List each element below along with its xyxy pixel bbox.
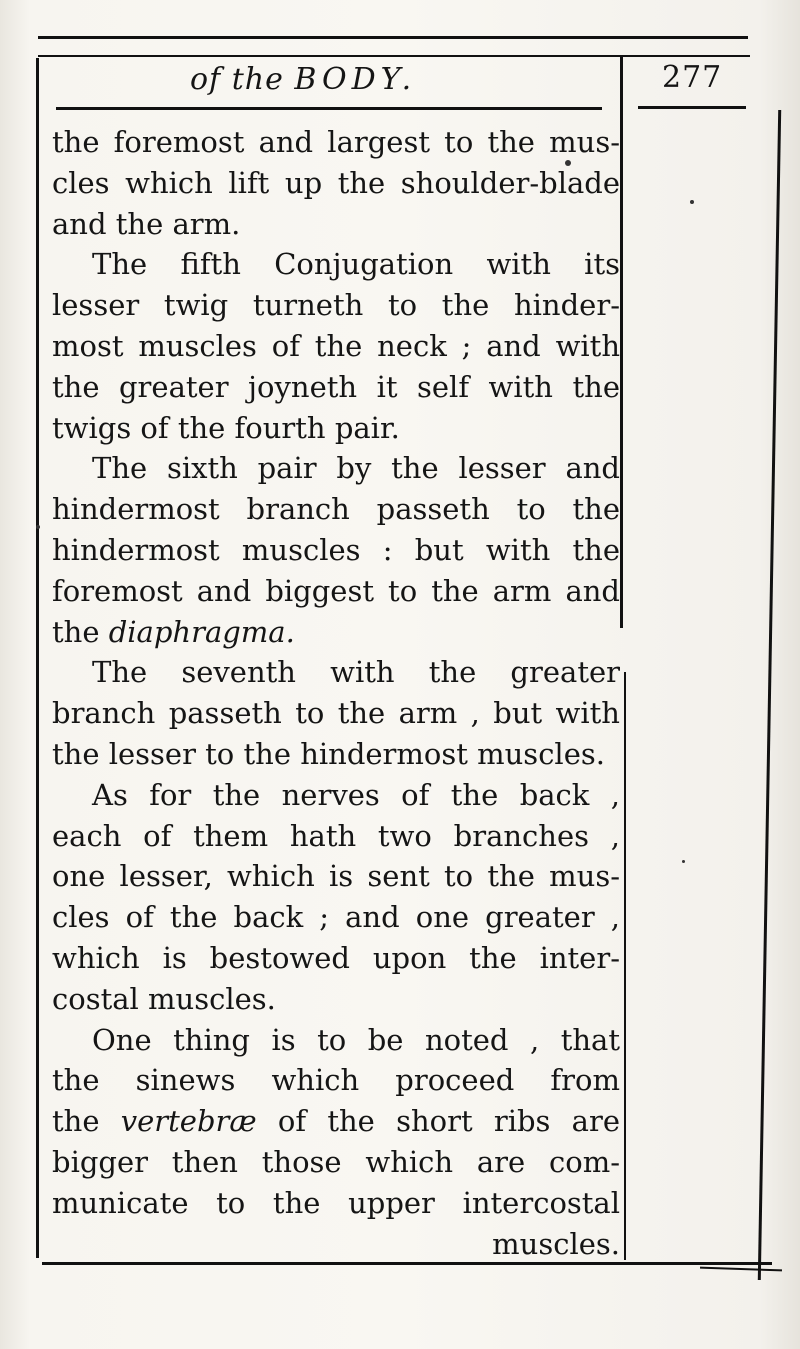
- text-line: [52, 448, 620, 489]
- header-underline: [56, 107, 602, 110]
- text-line: [52, 897, 620, 938]
- top-border-rule: [38, 36, 748, 39]
- text-line: [52, 1142, 620, 1183]
- running-head-prefix: of the: [190, 62, 295, 97]
- text-run: each of them hath two branches ,: [52, 818, 620, 853]
- text-run: cles which lift up the shoulder-blade: [52, 165, 620, 200]
- text-line: [52, 408, 620, 449]
- italic-term: diaphragma.: [108, 614, 295, 649]
- ink-speck: [36, 525, 40, 529]
- page-number: 277: [662, 60, 723, 95]
- text-run: hindermost branch passeth to the: [52, 492, 620, 527]
- text-line: [52, 775, 620, 816]
- text-run: As for the nerves of the back ,: [92, 777, 620, 812]
- text-line: [52, 244, 620, 285]
- text-line: [52, 693, 620, 734]
- text-line: [52, 1020, 620, 1061]
- text-line: [52, 652, 620, 693]
- text-line: [52, 122, 620, 163]
- margin-column-rule: [620, 56, 623, 628]
- text-line: [52, 1183, 620, 1224]
- text-run: The sixth pair by the lesser and: [92, 451, 620, 486]
- text-line: [52, 367, 620, 408]
- page-number-underline: [638, 106, 746, 109]
- text-line: [52, 285, 620, 326]
- text-run: One thing is to be noted , that: [92, 1022, 620, 1057]
- text-line: [52, 1224, 620, 1265]
- text-run: of the short ribs are: [256, 1104, 621, 1139]
- italic-term: vertebræ: [120, 1104, 257, 1139]
- text-run: foremost and biggest to the arm and: [52, 573, 620, 608]
- text-line: [52, 1101, 620, 1142]
- text-run: muscles.: [492, 1226, 620, 1261]
- text-line: [52, 938, 620, 979]
- text-run: one lesser, which is sent to the mus-: [52, 859, 620, 894]
- text-line: [52, 571, 620, 612]
- text-run: municate to the upper intercostal: [52, 1185, 620, 1220]
- text-line: [52, 1060, 620, 1101]
- text-run: the sinews which proceed from: [52, 1063, 620, 1098]
- text-run: and the arm.: [52, 206, 241, 241]
- running-head-emphasis: BODY.: [294, 62, 417, 97]
- text-run: the greater joyneth it self with the: [52, 369, 620, 404]
- text-run: lesser twig turneth to the hinder-: [52, 288, 620, 323]
- text-line: [52, 856, 620, 897]
- text-line: [52, 734, 620, 775]
- text-run: the: [52, 614, 109, 649]
- text-run: The seventh with the greater: [92, 655, 620, 690]
- text-run: The fifth Conjugation with its: [92, 247, 620, 282]
- top-inner-rule: [38, 55, 750, 57]
- text-run: the foremost and largest to the mus-: [52, 125, 620, 159]
- text-line: [52, 979, 620, 1020]
- text-line: [52, 326, 620, 367]
- text-line: [52, 612, 620, 653]
- text-line: [52, 530, 620, 571]
- text-run: hindermost muscles : but with the: [52, 532, 620, 567]
- running-head: [190, 62, 416, 97]
- body-text: [52, 122, 620, 1264]
- text-run: branch passeth to the arm , but with: [52, 696, 620, 731]
- text-run: costal muscles.: [52, 981, 276, 1016]
- ink-speck: [565, 160, 571, 166]
- margin-column-rule-lower: [624, 672, 626, 1260]
- text-run: cles of the back ; and one greater ,: [52, 900, 620, 935]
- ink-speck: [690, 200, 694, 204]
- text-run: twigs of the fourth pair.: [52, 410, 400, 445]
- text-run: which is bestowed upon the inter-: [52, 940, 620, 975]
- left-border-rule: [36, 58, 39, 1258]
- text-line: [52, 489, 620, 530]
- text-line: [52, 163, 620, 204]
- text-line: [52, 204, 620, 245]
- text-run: bigger then those which are com-: [52, 1144, 620, 1179]
- text-run: the lesser to the hindermost muscles.: [52, 736, 605, 771]
- text-line: [52, 816, 620, 857]
- text-run: the: [52, 1104, 121, 1139]
- ink-speck: [682, 860, 685, 863]
- text-run: most muscles of the neck ; and with: [52, 328, 620, 363]
